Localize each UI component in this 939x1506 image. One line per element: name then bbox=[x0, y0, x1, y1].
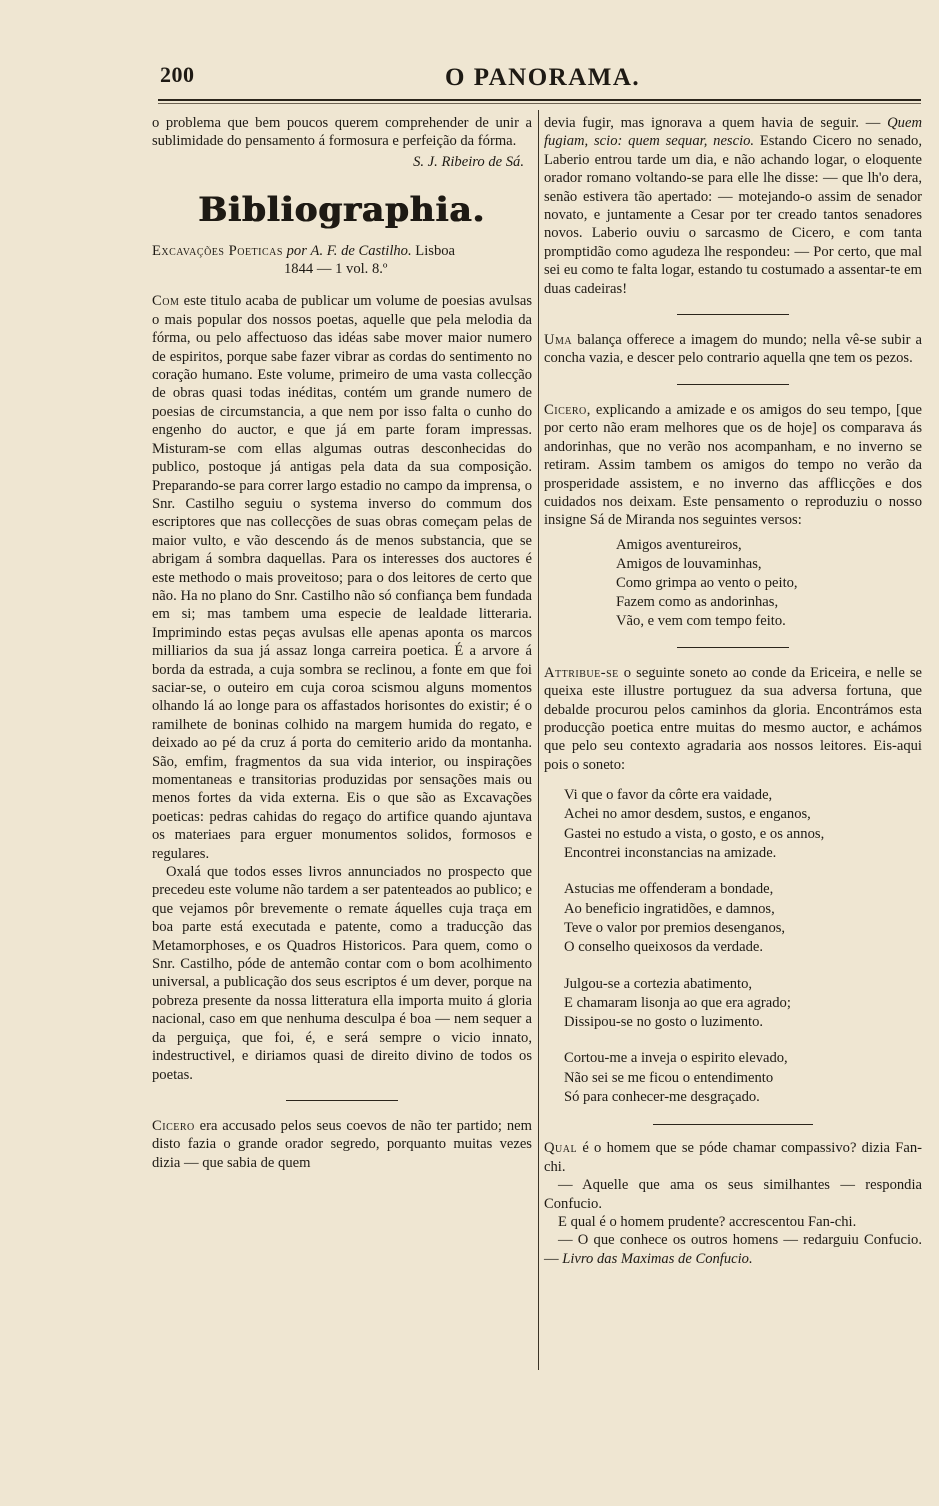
left-column bbox=[152, 114, 532, 1172]
article-ending: o problema que bem poucos querem comprehender de unir a sublimidade do pensamento á formosura e perfeição da fórma. bbox=[152, 115, 532, 150]
cicero-friendship bbox=[544, 401, 922, 530]
poem-line: Vão, e vem com tempo feito. bbox=[616, 612, 786, 629]
poem-sa-de-miranda bbox=[544, 536, 922, 631]
second-question: E qual é o homem prudente? accrescentou Fan-chi. bbox=[558, 1213, 857, 1230]
sonnet-line: Dissipou-se no gosto o luzimento. bbox=[564, 1014, 764, 1031]
qual-lead: Qual bbox=[544, 1140, 578, 1157]
book-place: Lisboa bbox=[415, 242, 456, 259]
sonnet-intro bbox=[544, 664, 922, 774]
poem-line: Como grimpa ao vento o peito, bbox=[616, 574, 798, 591]
attribue-lead: Attribue-se bbox=[544, 664, 619, 681]
sonnet-stanza bbox=[544, 786, 922, 863]
sonnet bbox=[544, 786, 922, 1107]
sonnet-line: E chamaram lisonja ao que era agrado; bbox=[564, 994, 791, 1011]
cicero2-text: explicando a amizade e os amigos do seu tempo, [que por certo não eram melhores que os de hoje] os comparava ás andorinhas, que no verão nos acompanham, e no inverno se retiram. Assim tambem os amigos do tempo no verão da prosperidade assistem, e no inverno das afflicções e dos cuidados nos deixam. Este pensamento o reproduziu o nosso insigne Sá de Miranda nos seguintes versos: bbox=[544, 401, 922, 529]
sonnet-line: O conselho queixosos da verdade. bbox=[564, 939, 763, 956]
balanca-text: balança offerece a imagem do mundo; nella vê-se subir a concha vazia, e descer pelo contrario aquella qne tem os pezos. bbox=[544, 332, 922, 367]
reply2-text: — O que conhece os outros homens — redarguiu Confucio. — bbox=[544, 1232, 922, 1267]
book-date-volume: 1844 — 1 vol. 8.º bbox=[284, 261, 388, 278]
header-rule bbox=[158, 99, 921, 101]
right-column bbox=[544, 114, 922, 1268]
sonnet-line: Astucias me offenderam a bondade, bbox=[564, 881, 774, 898]
author-signature: S. J. Ribeiro de Sá. bbox=[413, 153, 524, 170]
sonnet-line: Julgou-se a cortezia abatimento, bbox=[564, 975, 753, 992]
column-divider bbox=[538, 110, 539, 1370]
sonnet-line: Só para conhecer-me desgraçado. bbox=[564, 1089, 760, 1106]
attribue-text: o seguinte soneto ao conde da Ericeira, e nelle se queixa este illustre portuguez da sua adversa fortuna, que debalde procurou pelos caminhos da gloria. Encontrámos esta producção poetica entre muitas do mesmo auctor, e achámos que pelo seu contexto agradaria aos nossos leitores. Eis-aqui pois o soneto: bbox=[544, 664, 922, 773]
book-author: A. F. de Castilho. bbox=[310, 242, 412, 259]
separator-rule bbox=[677, 384, 789, 385]
poem-line: Amigos aventureiros, bbox=[616, 536, 742, 553]
cicero2-lead: Cicero, bbox=[544, 401, 591, 418]
sonnet-line: Ao beneficio ingratidões, e damnos, bbox=[564, 900, 775, 917]
review-paragraph bbox=[152, 292, 532, 863]
page-title: O PANORAMA. bbox=[445, 64, 641, 91]
poem-line: Amigos de louvaminhas, bbox=[616, 555, 762, 572]
bibliographic-entry bbox=[152, 242, 532, 279]
review-text: este titulo acaba de publicar um volume de poesias avulsas o mais popular dos nossos poetas, aquelle que pela melodia da fórma, ou pelo affectuoso das idéas sabe mover maior numero de espiritos, porque sabe fazer vibrar as cordas do sentimento no coração humano. Este volume, primeiro de uma vasta collecção de obras quasi todas inéditas, contém um grande numero de poesias de circumstancia, a que nem por isso falta o cunho do engenho do auctor, e que já em parte foram impressas. Misturam-se com ellas algumas outras desconhecidas do publico, postoque já antigas pela data da sua composição. Preparando-se para correr largo estadio no campo da imprensa, o Snr. Castilho seguiu o systema inverso do commum dos escriptores que nas collecções de suas obras começam pelas de maior vulto, e vão descendo ás de menos substancia, que se abrigam á sombra daquellas. Para os interesses dos auctores é este methodo o mais proveitoso; para o dos leitores de certo que não. Ha no plano do Snr. Castilho não só confiança bem fundada em si; mas tambem uma especie de lealdade litteraria. Imprimindo estas peças avulsas elle apenas aponta os marcos milliarios da sua já assaz longa carreira poetica. É a arvore á borda da estrada, a cuja sombra se reclinou, a fonte em que foi saciar-se, o outeiro em cuja coroa scismou alguns momentos olhando lá ao longe para os affastados horisontes do existir; é o ramilhete de boninas colhido na margem humida do regato, e deixado ao pé da cruz á porta do cemiterio arido da montanha. São, emfim, fragmentos da sua vida interior, ou inspirações momentaneas e transitorias produzidas por sensações mais ou menos fortes da vida externa. Eis o que são as Excavações poeticas: pedras cahidas do regaço do artifice quando ajuntava os materiaes para erguer monumentos solidos, formosos e regulares. bbox=[152, 293, 532, 862]
sonnet-line: Vi que o favor da côrte era vaidade, bbox=[564, 787, 773, 804]
sonnet-stanza bbox=[544, 975, 922, 1033]
page-number: 200 bbox=[160, 62, 195, 87]
balanca-lead: Uma bbox=[544, 332, 573, 349]
review-paragraph-2: Oxalá que todos esses livros annunciados no prospecto que precedeu este volume não tardem a ser patenteados ao publico; e que vejamos pôr brevemente o remate áquelles cuja traça em boa parte está executada e patente, como a traducção das Metamorphoses, e os Quadros Historicos. Para quem, como o Snr. Castilho, póde de antemão contar com o bom acolhimento universal, a publicação dos seus escriptos é um dever, porque na pobreza presente da nossa litteratura ella importa muito á gloria nacional, caso em que nenhuma desculpa é boa — nem sequer a da perguiça, que foi, é, e será sempre o vicio innato, indestructivel, e diriamos quasi de direito divino de todos os poetas. bbox=[152, 864, 532, 1083]
continued-text-2: Estando Cicero no senado, Laberio entrou tarde um dia, e não achando logar, o eloquente orador romano voltando-se para elle lhe disse: — que lh'o dera, senão estivera tão apertado: — motejando-o assim de senador novato, e juntamente a Cesar por ter creado tantos senadores novos. Laberio ouviu o sarcasmo de Cicero, e com tanta promptidão como agudeza lhe respondeu: — Por certo, que mal sei eu como te falta logar, estando tu costumado a assentar-te em duas cadeiras! bbox=[544, 133, 922, 297]
confucius-reply: — Aquelle que ama os seus similhantes — respondia Confucio. bbox=[544, 1177, 922, 1212]
sonnet-line: Achei no amor desdem, sustos, e enganos, bbox=[564, 806, 811, 823]
sonnet-stanza bbox=[544, 1049, 922, 1107]
sonnet-line: Teve o valor por premios desenganos, bbox=[564, 919, 786, 936]
cicero-lead: Cicero bbox=[152, 1117, 195, 1134]
section-heading: Bibliographia. bbox=[198, 190, 486, 231]
separator-rule bbox=[286, 1100, 398, 1101]
by-word: por bbox=[286, 242, 307, 259]
cicero-anecdote-continued bbox=[544, 114, 922, 298]
sonnet-line: Encontrei inconstancias na amizade. bbox=[564, 845, 777, 862]
sonnet-line: Não sei se me ficou o entendimento bbox=[564, 1069, 774, 1086]
cicero-text: era accusado pelos seus coevos de não ter partido; nem disto fazia o grande orador segredo, porquanto muitas vezes dizia — que sabia de quem bbox=[152, 1117, 532, 1171]
sonnet-line: Cortou-me a inveja o espirito elevado, bbox=[564, 1050, 788, 1067]
poem-line: Fazem como as andorinhas, bbox=[616, 593, 779, 610]
review-lead: Com bbox=[152, 293, 180, 310]
separator-rule bbox=[653, 1124, 813, 1125]
separator-rule bbox=[677, 647, 789, 648]
sonnet-line: Gastei no estudo a vista, o gosto, e os annos, bbox=[564, 825, 825, 842]
qual-text: é o homem que se póde chamar compassivo? dizia Fan-chi. bbox=[544, 1140, 922, 1175]
latin-quote: Quem fugiam, scio: quem sequar, nescio. bbox=[544, 115, 922, 150]
confucius-dialogue bbox=[544, 1139, 922, 1176]
sonnet-stanza bbox=[544, 880, 922, 957]
source-citation: Livro das Maximas de Confucio. bbox=[562, 1250, 753, 1267]
cicero-anecdote bbox=[152, 1117, 532, 1172]
header-rule-thin bbox=[158, 103, 921, 104]
book-title: Excavações Poeticas bbox=[152, 242, 283, 259]
balanca-maxim bbox=[544, 331, 922, 368]
continued-text: devia fugir, mas ignorava a quem havia de seguir. — bbox=[544, 115, 881, 131]
separator-rule bbox=[677, 314, 789, 315]
confucius-reply-2 bbox=[544, 1231, 922, 1268]
